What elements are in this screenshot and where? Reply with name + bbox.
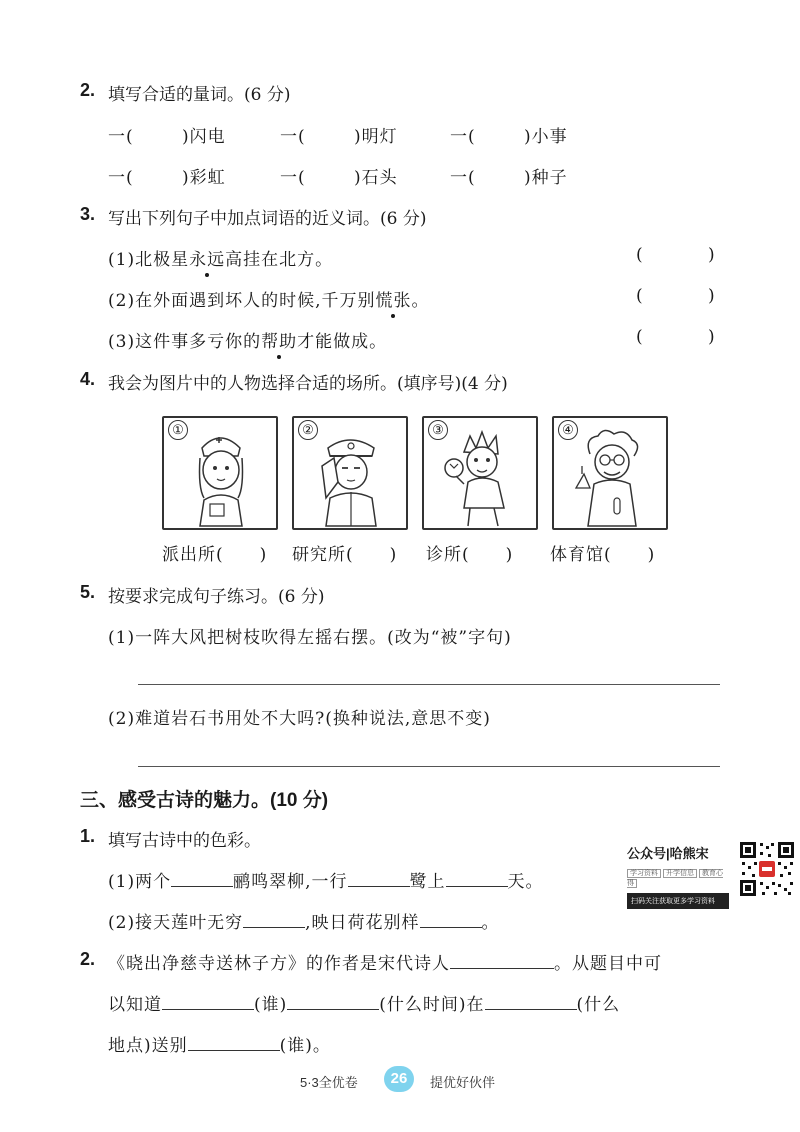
poem-q2-line-2: 以知道 (谁) (什么时间)在 (什么 <box>108 995 621 1015</box>
footer-slogan: 提优好伙伴 <box>430 1075 496 1090</box>
q2-item-5-close: )石头 <box>354 168 398 188</box>
q2-item-6-open: 一( <box>450 168 476 188</box>
q5-prompt: 按要求完成句子练习。(6 分) <box>108 587 325 607</box>
q3-sentence-3: (3)这件事多亏你的帮助才能做成。 <box>108 327 387 352</box>
q3-answer-3-open: ( <box>636 327 644 347</box>
q2-item-3-open: 一( <box>450 127 476 147</box>
picture-police-officer <box>292 416 408 530</box>
q5-sentence-1: (1)一阵大风把树枝吹得左摇右摆。(改为“被”字句) <box>108 628 512 648</box>
qr-code-icon[interactable] <box>738 840 796 898</box>
q2-item-2-open: 一( <box>280 127 306 147</box>
wechat-promo-title: 公众号|哈熊宋 <box>627 846 709 861</box>
q2-item-6-close: )种子 <box>524 168 568 188</box>
blank-color-5[interactable] <box>420 926 482 928</box>
blank-color-3[interactable] <box>446 885 508 887</box>
blank-where[interactable] <box>485 1008 577 1010</box>
blank-who-2[interactable] <box>188 1049 280 1051</box>
wechat-promo-tags <box>627 868 729 888</box>
blank-who-1[interactable] <box>162 1008 254 1010</box>
promo-tag: 教育心得 <box>627 870 723 887</box>
picture-scientist <box>552 416 668 530</box>
picture-nurse <box>162 416 278 530</box>
page-number: 26 <box>384 1066 414 1092</box>
q5-answer-line-2[interactable] <box>138 766 720 767</box>
q2-item-4-open: 一( <box>108 168 134 188</box>
promo-tag: 学习资料 <box>627 869 661 878</box>
place-research-institute: 研究所( ) <box>292 545 398 565</box>
q3-answer-1-open: ( <box>636 245 644 265</box>
blank-color-2[interactable] <box>348 885 410 887</box>
place-clinic: 诊所( ) <box>426 545 514 565</box>
poem-q1-number: 1. <box>80 826 96 846</box>
q2-item-4-close: )彩虹 <box>182 168 226 188</box>
q5-answer-line-1[interactable] <box>138 684 720 685</box>
poem-q2-line-3: 地点)送别 (谁)。 <box>108 1036 331 1056</box>
q2-item-3-close: )小事 <box>524 127 568 147</box>
blank-color-4[interactable] <box>243 926 305 928</box>
q4-number: 4. <box>80 369 96 389</box>
poem-q1-line-1: (1)两个 鹂鸣翠柳,一行 鹭上 天。 <box>108 872 544 892</box>
q5-sentence-2: (2)难道岩石书用处不大吗?(换种说法,意思不变) <box>108 709 491 729</box>
q3-answer-3-close: ) <box>708 327 716 347</box>
q2-item-5-open: 一( <box>280 168 306 188</box>
q3-answer-2-close: ) <box>708 286 716 306</box>
q3-dotted-word-2: 慌张 <box>375 286 411 311</box>
blank-color-1[interactable] <box>171 885 233 887</box>
poem-q2-line-1: 《晓出净慈寺送林子方》的作者是宋代诗人 。从题目中可 <box>108 954 662 974</box>
q3-dotted-word-3: 帮助 <box>261 327 297 352</box>
q2-item-1-open: 一( <box>108 127 134 147</box>
q5-number: 5. <box>80 582 96 602</box>
place-gymnasium: 体育馆( ) <box>550 545 656 565</box>
q3-sentence-2: (2)在外面遇到坏人的时候,千万别慌张。 <box>108 286 429 311</box>
q3-prompt: 写出下列句子中加点词语的近义词。(6 分) <box>108 209 427 229</box>
q2-item-2-close: )明灯 <box>354 127 398 147</box>
wechat-promo <box>627 843 729 909</box>
q3-sentence-1: (1)北极星永远高挂在北方。 <box>108 245 333 270</box>
q3-number: 3. <box>80 204 96 224</box>
wechat-promo-bar: 扫码关注获取更多学习资料 <box>627 893 729 909</box>
picture-number-3: ③ <box>428 420 448 440</box>
footer-brand: 5·3全优卷 <box>300 1075 358 1090</box>
q2-item-1-close: )闪电 <box>182 127 226 147</box>
picture-number-1: ① <box>168 420 188 440</box>
picture-number-2: ② <box>298 420 318 440</box>
section-3-title: 三、感受古诗的魅力。(10 分) <box>80 790 329 811</box>
poem-q1-line-2: (2)接天莲叶无穷 ,映日荷花别样 。 <box>108 913 500 933</box>
poem-q2-number: 2. <box>80 949 96 969</box>
poem-q1-prompt: 填写古诗中的色彩。 <box>108 831 261 851</box>
promo-tag: 升学信息 <box>663 869 697 878</box>
place-police-station: 派出所( ) <box>162 545 268 565</box>
q3-answer-2-open: ( <box>636 286 644 306</box>
q4-prompt: 我会为图片中的人物选择合适的场所。(填序号)(4 分) <box>108 374 508 394</box>
picture-number-4: ④ <box>558 420 578 440</box>
q2-number: 2. <box>80 80 96 100</box>
blank-poet[interactable] <box>450 967 554 969</box>
q3-dotted-word-1: 永远 <box>189 245 225 270</box>
q2-prompt: 填写合适的量词。(6 分) <box>108 85 291 105</box>
q3-answer-1-close: ) <box>708 245 716 265</box>
blank-when[interactable] <box>287 1008 379 1010</box>
picture-football-player <box>422 416 538 530</box>
